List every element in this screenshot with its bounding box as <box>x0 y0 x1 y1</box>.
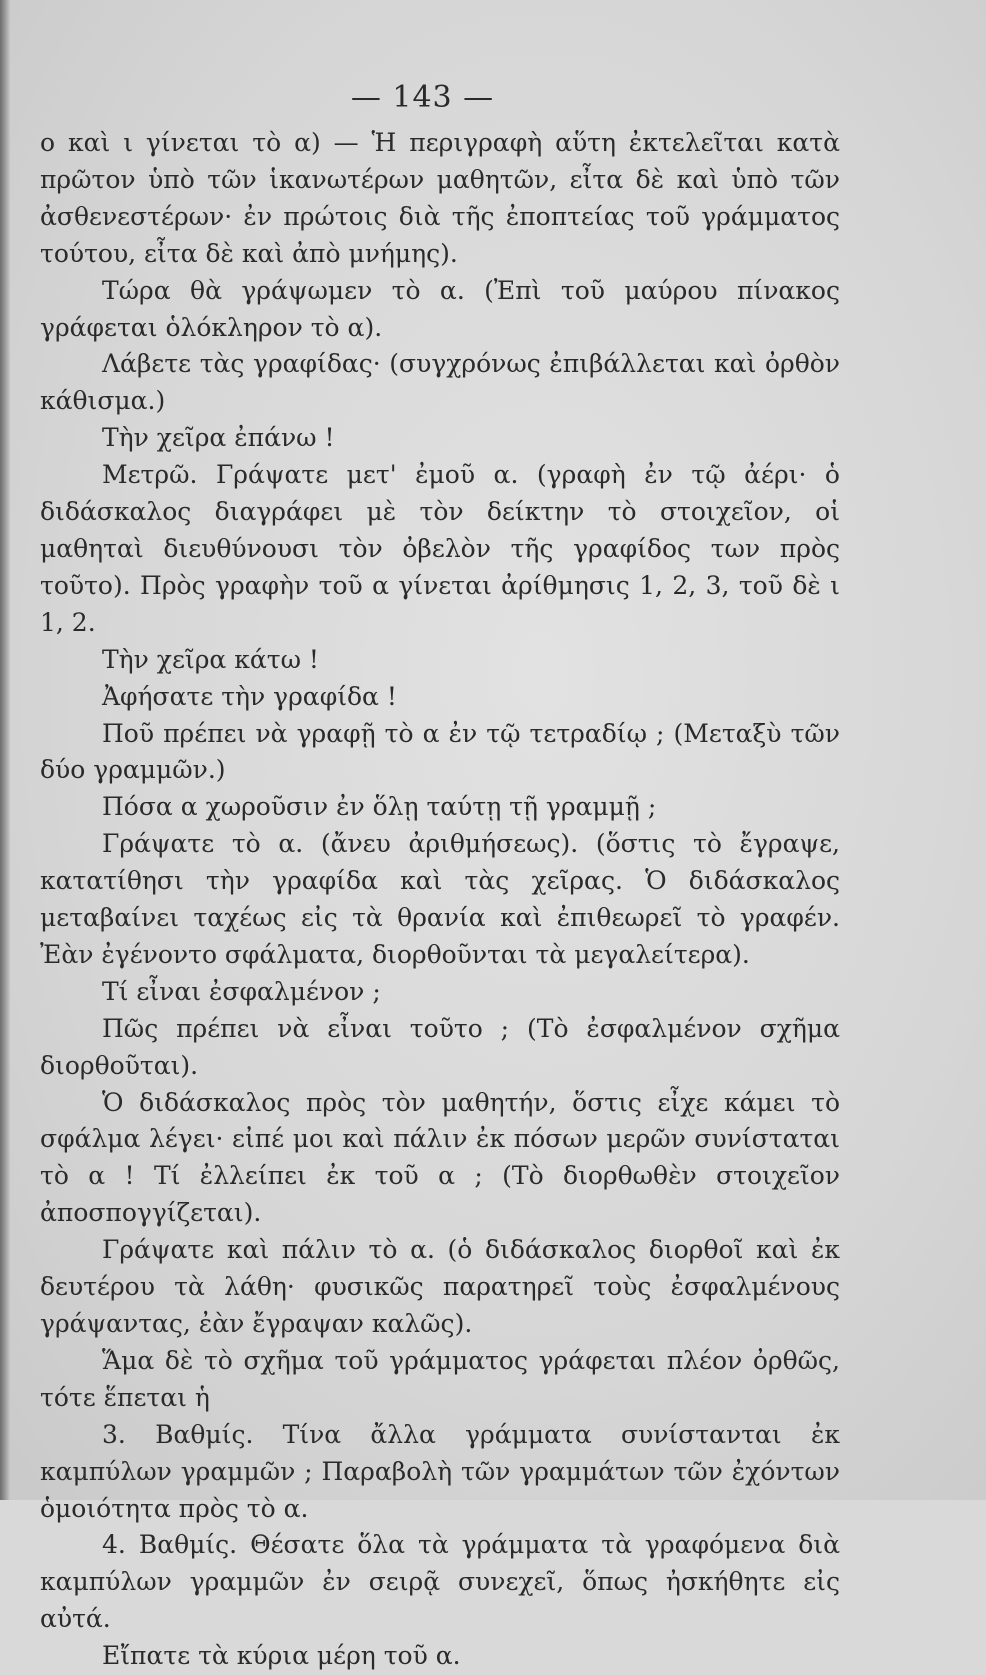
paragraph: Γράψατε καὶ πάλιν τὸ α. (ὁ διδάσκαλος διορθοῖ καὶ ἐκ δευτέρου τὰ λάθη· φυσικῶς παρατηρεῖ τοὺς ἐσφαλμένους γράψαντας, ἐὰν ἔγραψαν καλῶς). <box>40 1235 840 1338</box>
paragraph: Ὁ διδάσκαλος πρὸς τὸν μαθητήν, ὅστις εἶχε κάμει τὸ σφάλμα λέγει· εἰπέ μοι καὶ πάλιν ἐκ πόσων μερῶν συνίσταται τὸ α ! Τί ἐλλείπει ἐκ τοῦ α ; (Τὸ διορθωθὲν στοιχεῖον ἀποσπογγίζεται). <box>40 1087 840 1228</box>
paragraph: Τὴν χεῖρα κάτω ! <box>102 644 319 674</box>
paragraph: Ἅμα δὲ τὸ σχῆμα τοῦ γράμματος γράφεται πλέον ὀρθῶς, τότε ἕπεται ἡ <box>40 1345 840 1412</box>
paragraph: Εἴπατε τὰ κύρια μέρη τοῦ α. <box>102 1641 461 1671</box>
paragraph: Πῶς πρέπει νὰ εἶναι τοῦτο ; (Τὸ ἐσφαλμένον σχῆμα διορθοῦται). <box>40 1013 840 1080</box>
paragraph-step-4: 4. Βαθμίς. Θέσατε ὅλα τὰ γράμματα τὰ γραφόμενα διὰ καμπύλων γραμμῶν ἐν σειρᾷ συνεχεῖ, ὅπως ἠσκήθητε εἰς αὐτά. <box>40 1530 840 1634</box>
paragraph: Τί εἶναι ἐσφαλμένον ; <box>102 976 381 1006</box>
paragraph: Γράψατε τὸ α. (ἄνευ ἀριθμήσεως). (ὅστις τὸ ἔγραψε, κατατίθησι τὴν γραφίδα καὶ τὰς χεῖρας. Ὁ διδάσκαλος μεταβαίνει ταχέως εἰς τὰ θρανία καὶ ἐπιθεωρεῖ τὸ γραφέν. Ἐὰν ἐγένοντο σφάλματα, διορθοῦνται τὰ μεγαλείτερα). <box>40 829 840 969</box>
page-binding-edge <box>0 0 10 1500</box>
paragraph-continuation: ο καὶ ι γίνεται τὸ α) — Ἡ περιγραφὴ αὕτη ἐκτελεῖται κατὰ πρῶτον ὑπὸ τῶν ἱκανωτέρων μαθητῶν, εἶτα δὲ καὶ ὑπὸ τῶν ἀσθενεστέρων· ἐν πρώτοις διὰ τῆς ἐποπτείας τοῦ γράμματος τούτου, εἶτα δὲ καὶ ἀπὸ μνήμης). <box>40 128 840 268</box>
paragraph: Λάβετε τὰς γραφίδας· (συγχρόνως ἐπιβάλλεται καὶ ὀρθὸν κάθισμα.) <box>40 349 840 416</box>
paragraph-step-3: 3. Βαθμίς. Τίνα ἄλλα γράμματα συνίστανται ἐκ καμπύλων γραμμῶν ; Παραβολὴ τῶν γραμμάτων τῶν ἐχόντων ὁμοιότητα πρὸς τὸ α. <box>40 1419 840 1523</box>
paragraph: Ἀφήσατε τὴν γραφίδα ! <box>102 681 397 711</box>
page-number: — 143 — <box>350 80 495 115</box>
paragraph: Μετρῶ. Γράψατε μετ' ἐμοῦ α. (γραφὴ ἐν τῷ ἀέρι· ὁ διδάσκαλος διαγράφει μὲ τὸν δείκτην τὸ στοιχεῖον, οἱ μαθηταὶ διευθύνουσι τὸν ὀβελὸν τῆς γραφίδος των πρὸς τοῦτο). Πρὸς γραφὴν τοῦ α γίνεται ἀρίθμησις 1, 2, 3, τοῦ δὲ ι 1, 2. <box>40 460 840 637</box>
paragraph: Τὴν χεῖρα ἐπάνω ! <box>102 423 335 453</box>
body-text <box>40 125 840 1675</box>
paragraph: Τώρα θὰ γράψωμεν τὸ α. (Ἐπὶ τοῦ μαύρου πίνακος γράφεται ὁλόκληρον τὸ α). <box>40 275 840 342</box>
paragraph: Ποῦ πρέπει νὰ γραφῇ τὸ α ἐν τῷ τετραδίῳ ; (Μεταξὺ τῶν δύο γραμμῶν.) <box>40 718 840 785</box>
paragraph: Πόσα α χωροῦσιν ἐν ὅλῃ ταύτῃ τῇ γραμμῇ ; <box>102 792 657 822</box>
